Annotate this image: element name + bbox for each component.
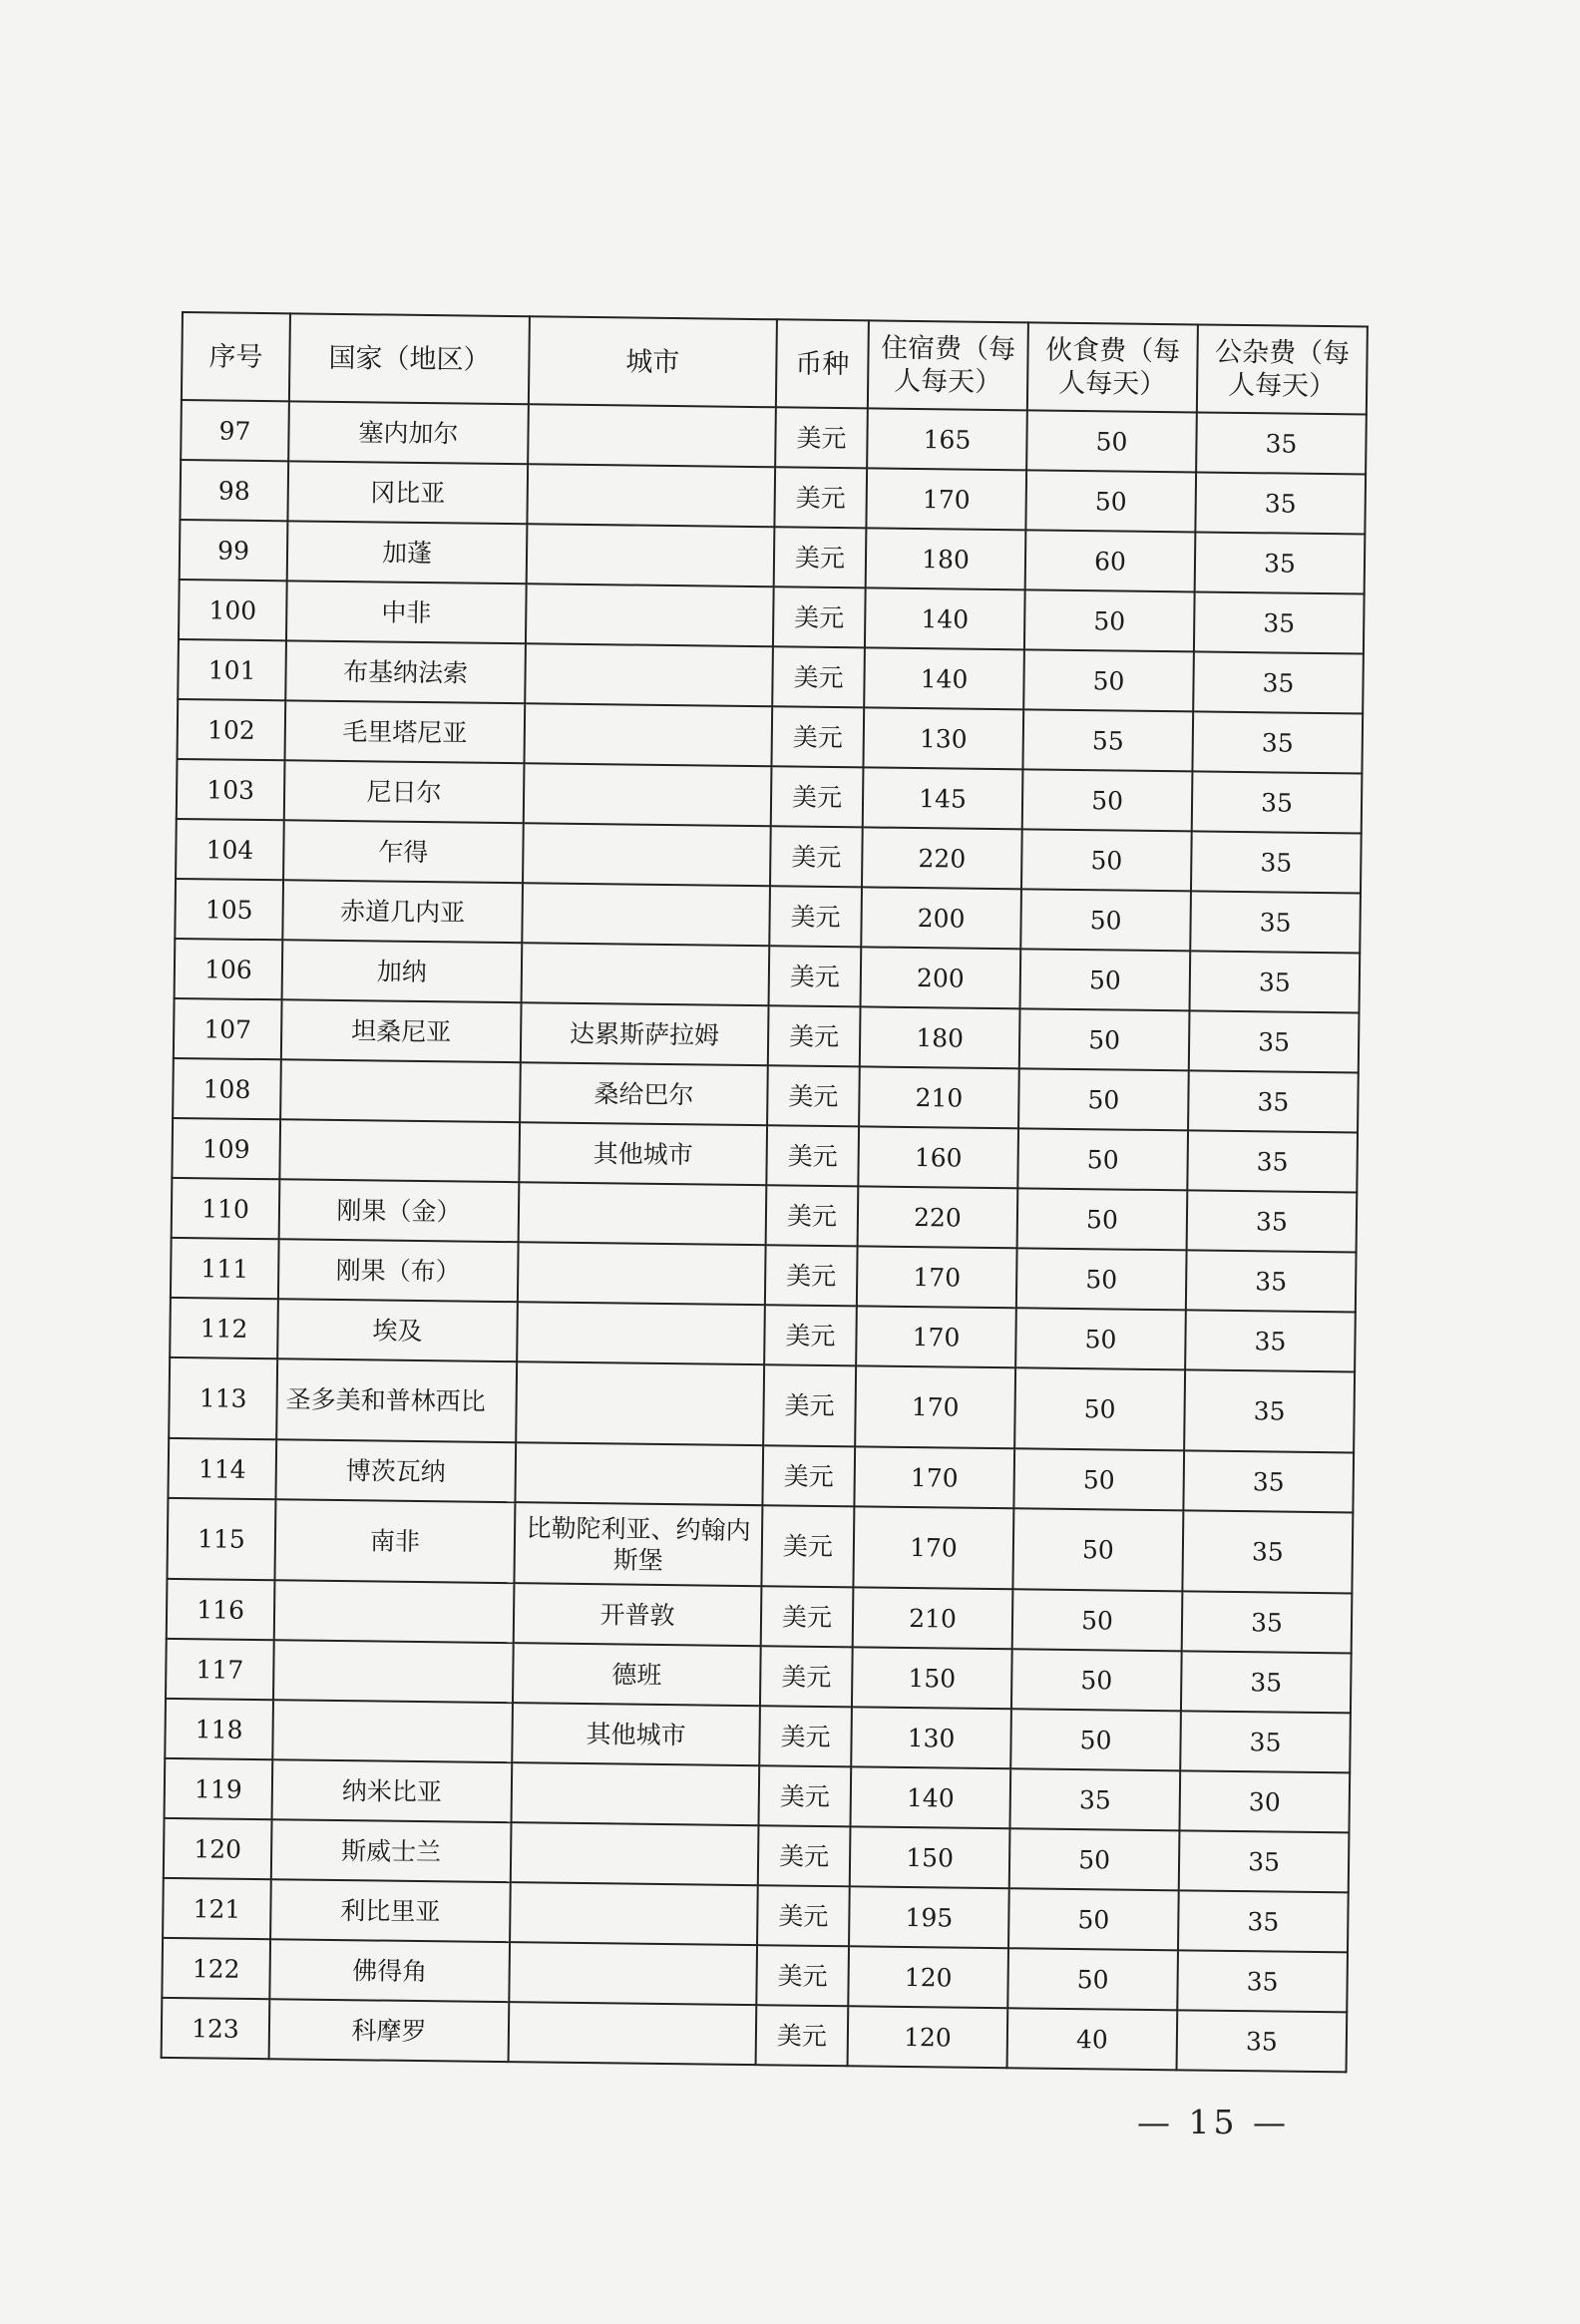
cell-meals: 50 (1023, 649, 1194, 711)
cell-country: 佛得角 (269, 1939, 510, 2002)
cell-meals: 35 (1009, 1768, 1180, 1830)
cell-city (517, 1302, 765, 1364)
cell-currency: 美元 (757, 1885, 850, 1946)
cell-meals: 50 (1018, 1068, 1189, 1130)
cell-meals: 50 (1024, 589, 1195, 651)
cell-lodging: 210 (859, 1066, 1019, 1128)
cell-city (524, 763, 772, 826)
cell-misc: 35 (1187, 1130, 1358, 1192)
cell-city: 其他城市 (512, 1703, 760, 1765)
cell-no: 105 (175, 879, 283, 940)
cell-no: 113 (169, 1357, 277, 1439)
cell-country: 圣多美和普林西比 (276, 1358, 517, 1442)
cell-country: 乍得 (283, 820, 524, 883)
cell-lodging: 140 (865, 587, 1025, 649)
cell-misc: 35 (1194, 591, 1365, 653)
cell-misc: 35 (1181, 1651, 1352, 1713)
header-meals: 伙食费（每人每天） (1027, 322, 1198, 412)
cell-misc: 35 (1184, 1369, 1355, 1452)
cell-country: 科摩罗 (269, 1999, 510, 2062)
cell-no: 109 (172, 1118, 280, 1179)
cell-no: 104 (176, 819, 284, 880)
cell-meals: 50 (1016, 1248, 1187, 1310)
cell-city (509, 1942, 757, 2005)
cell-country: 坦桑尼亚 (281, 999, 522, 1062)
cell-misc: 35 (1177, 2010, 1348, 2072)
cell-currency: 美元 (765, 1245, 858, 1306)
cell-currency: 美元 (763, 1364, 856, 1446)
cell-misc: 35 (1179, 1830, 1350, 1892)
cell-no: 120 (164, 1818, 272, 1879)
cell-currency: 美元 (761, 1505, 854, 1587)
cell-misc: 35 (1187, 1190, 1358, 1252)
cell-city: 德班 (513, 1643, 761, 1706)
cell-country: 南非 (274, 1499, 515, 1583)
cell-currency: 美元 (774, 527, 867, 587)
cell-city (522, 883, 770, 946)
cell-currency: 美元 (771, 706, 864, 767)
cell-meals: 60 (1025, 530, 1196, 591)
cell-misc: 35 (1177, 1950, 1348, 2012)
cell-lodging: 195 (849, 1886, 1009, 1948)
cell-lodging: 170 (856, 1306, 1016, 1367)
cell-country: 博茨瓦纳 (275, 1439, 516, 1502)
cell-lodging: 220 (858, 1186, 1018, 1248)
cell-misc: 35 (1180, 1711, 1351, 1772)
cell-no: 102 (178, 699, 286, 760)
cell-misc: 35 (1183, 1450, 1354, 1512)
cell-city (511, 1822, 759, 1885)
cell-city (526, 583, 774, 646)
cell-meals: 50 (1012, 1589, 1183, 1651)
page-number: — 15 — (1137, 2103, 1290, 2141)
cell-city: 达累斯萨拉姆 (521, 1002, 769, 1065)
cell-meals: 50 (1026, 410, 1197, 472)
cell-country: 布基纳法索 (285, 640, 526, 703)
cell-city: 比勒陀利亚、约翰内斯堡 (514, 1502, 762, 1586)
cell-no: 122 (162, 1938, 270, 1999)
cell-currency: 美元 (761, 1586, 854, 1647)
cell-country: 加纳 (282, 940, 523, 1002)
cell-currency: 美元 (769, 946, 862, 1006)
cell-lodging: 170 (866, 468, 1026, 530)
cell-currency: 美元 (759, 1706, 852, 1766)
cell-meals: 50 (1013, 1448, 1184, 1510)
cell-no: 119 (165, 1758, 273, 1819)
cell-no: 106 (175, 939, 283, 999)
cell-no: 107 (174, 998, 282, 1059)
cell-city: 其他城市 (519, 1122, 767, 1185)
cell-lodging: 170 (854, 1446, 1014, 1508)
cell-meals: 50 (1009, 1828, 1180, 1890)
cell-country: 中非 (286, 581, 527, 643)
cell-country: 冈比亚 (287, 461, 528, 524)
cell-lodging: 160 (858, 1126, 1018, 1188)
cell-meals: 50 (1012, 1508, 1183, 1591)
cell-misc: 35 (1189, 1010, 1360, 1072)
cell-no: 123 (162, 1998, 270, 2059)
cell-no: 97 (181, 400, 289, 461)
cell-lodging: 220 (862, 827, 1022, 889)
cell-misc: 35 (1192, 711, 1363, 773)
cell-misc: 35 (1190, 891, 1361, 953)
cell-lodging: 150 (852, 1647, 1012, 1709)
cell-lodging: 140 (850, 1766, 1010, 1828)
cell-no: 116 (167, 1579, 275, 1640)
cell-currency: 美元 (766, 1125, 859, 1186)
cell-misc: 35 (1182, 1510, 1353, 1593)
expense-rate-table (161, 311, 1369, 2073)
cell-country: 赤道几内亚 (282, 880, 523, 943)
cell-meals: 50 (1022, 769, 1193, 831)
cell-country: 纳米比亚 (272, 1759, 513, 1822)
cell-country: 毛里塔尼亚 (285, 700, 526, 763)
cell-lodging: 200 (861, 887, 1021, 949)
header-misc: 公杂费（每人每天） (1197, 324, 1368, 414)
cell-city: 开普敦 (514, 1583, 762, 1646)
cell-no: 103 (177, 759, 285, 820)
cell-currency: 美元 (770, 826, 863, 887)
cell-misc: 35 (1185, 1310, 1356, 1371)
cell-city (528, 404, 776, 467)
cell-misc: 35 (1178, 1890, 1349, 1952)
cell-lodging: 130 (863, 707, 1023, 769)
cell-no: 114 (168, 1438, 276, 1499)
cell-misc: 35 (1196, 412, 1367, 474)
cell-currency: 美元 (769, 886, 862, 947)
cell-currency: 美元 (756, 1945, 849, 2006)
cell-lodging: 150 (850, 1826, 1010, 1888)
cell-currency: 美元 (762, 1445, 855, 1506)
cell-misc: 35 (1182, 1591, 1353, 1653)
cell-currency: 美元 (758, 1825, 851, 1886)
cell-meals: 50 (1019, 1008, 1190, 1070)
cell-misc: 35 (1193, 651, 1364, 713)
header-lodging: 住宿费（每人每天） (868, 320, 1028, 410)
cell-country: 尼日尔 (284, 760, 525, 823)
cell-country (274, 1580, 515, 1643)
cell-currency: 美元 (767, 1065, 860, 1126)
cell-no: 121 (163, 1878, 271, 1939)
cell-currency: 美元 (760, 1646, 853, 1707)
cell-lodging: 120 (848, 1946, 1008, 2008)
cell-no: 100 (179, 580, 287, 640)
cell-currency: 美元 (774, 467, 867, 528)
cell-city (527, 464, 775, 527)
cell-meals: 50 (1010, 1709, 1181, 1770)
cell-misc: 35 (1195, 532, 1366, 593)
header-country: 国家（地区） (289, 313, 530, 404)
cell-city (518, 1242, 766, 1305)
cell-meals: 50 (1011, 1649, 1182, 1711)
cell-lodging: 170 (855, 1365, 1015, 1448)
cell-country: 埃及 (277, 1299, 518, 1361)
cell-country: 刚果（布） (278, 1239, 519, 1302)
cell-meals: 50 (1025, 470, 1196, 532)
cell-city (525, 643, 773, 706)
cell-no: 99 (180, 520, 288, 581)
table-header-row (182, 312, 1368, 415)
cell-country: 斯威士兰 (271, 1819, 512, 1882)
cell-misc: 35 (1192, 771, 1363, 833)
cell-city (515, 1442, 763, 1505)
cell-misc: 35 (1186, 1250, 1357, 1312)
cell-meals: 50 (1020, 889, 1191, 951)
cell-meals: 50 (1014, 1367, 1185, 1450)
cell-country (272, 1700, 513, 1762)
cell-no: 110 (172, 1178, 280, 1239)
cell-misc: 35 (1191, 831, 1362, 893)
cell-city (522, 943, 770, 1005)
cell-currency: 美元 (775, 407, 868, 468)
cell-no: 108 (173, 1058, 281, 1119)
cell-meals: 50 (1021, 829, 1192, 891)
table-row (169, 1357, 1355, 1453)
cell-lodging: 170 (857, 1246, 1017, 1308)
cell-country: 塞内加尔 (288, 401, 529, 464)
cell-meals: 40 (1007, 2008, 1178, 2070)
cell-country: 加蓬 (287, 521, 528, 583)
cell-no: 98 (180, 460, 288, 521)
cell-currency: 美元 (772, 646, 865, 707)
cell-city (519, 1182, 767, 1245)
cell-city (527, 524, 775, 586)
cell-city (510, 1882, 758, 1945)
cell-country: 刚果（金） (279, 1179, 520, 1242)
cell-misc: 30 (1179, 1770, 1350, 1832)
cell-currency: 美元 (758, 1765, 851, 1826)
cell-lodging: 170 (853, 1506, 1013, 1589)
header-no: 序号 (182, 312, 290, 401)
cell-meals: 50 (1015, 1308, 1186, 1369)
cell-city: 桑给巴尔 (520, 1062, 768, 1125)
cell-currency: 美元 (773, 586, 866, 647)
cell-lodging: 180 (866, 528, 1026, 589)
cell-city (509, 2002, 757, 2065)
cell-no: 111 (171, 1238, 279, 1299)
cell-lodging: 140 (864, 647, 1024, 709)
cell-city (524, 703, 772, 766)
cell-city (523, 823, 771, 886)
cell-misc: 35 (1190, 951, 1361, 1012)
cell-lodging: 180 (860, 1006, 1020, 1068)
cell-country (273, 1640, 514, 1703)
cell-meals: 50 (1017, 1188, 1188, 1250)
cell-meals: 50 (1017, 1128, 1188, 1190)
cell-currency: 美元 (756, 2005, 849, 2066)
cell-lodging: 145 (863, 767, 1023, 829)
cell-lodging: 130 (851, 1707, 1011, 1768)
cell-country (279, 1119, 520, 1182)
cell-meals: 50 (1020, 949, 1191, 1010)
cell-no: 117 (166, 1639, 274, 1700)
cell-no: 118 (165, 1699, 273, 1759)
cell-city (512, 1762, 760, 1825)
cell-currency: 美元 (764, 1305, 857, 1365)
cell-meals: 50 (1007, 1948, 1178, 2010)
header-currency: 币种 (776, 319, 869, 408)
cell-lodging: 200 (861, 947, 1021, 1008)
cell-meals: 50 (1008, 1888, 1179, 1950)
cell-currency: 美元 (768, 1005, 861, 1066)
cell-country (280, 1059, 521, 1122)
table-row (167, 1498, 1353, 1594)
cell-no: 112 (170, 1298, 278, 1358)
cell-no: 101 (178, 639, 286, 700)
cell-lodging: 120 (848, 2006, 1008, 2068)
cell-currency: 美元 (766, 1185, 859, 1246)
cell-meals: 55 (1022, 709, 1193, 771)
cell-lodging: 165 (867, 408, 1027, 470)
cell-misc: 35 (1188, 1070, 1359, 1132)
cell-city (516, 1361, 764, 1445)
cell-country: 利比里亚 (270, 1879, 511, 1942)
cell-currency: 美元 (771, 766, 864, 827)
table-body (162, 400, 1367, 2072)
header-city: 城市 (529, 316, 777, 407)
cell-no: 115 (167, 1498, 275, 1580)
cell-lodging: 210 (853, 1587, 1013, 1649)
cell-misc: 35 (1195, 472, 1366, 534)
